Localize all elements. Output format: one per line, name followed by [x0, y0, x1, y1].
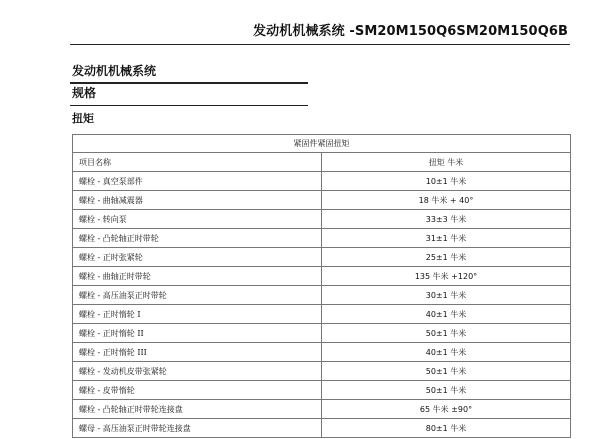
item-name-cell: 螺栓 - 正时惰轮 I — [73, 305, 322, 324]
table-row — [73, 286, 571, 305]
table-row — [73, 229, 571, 248]
item-name-cell: 螺栓 - 正时张紧轮 — [73, 248, 322, 267]
table-caption-row — [73, 135, 571, 153]
item-name-cell: 螺栓 - 发动机皮带张紧轮 — [73, 362, 322, 381]
page-header-title: 发动机机械系统 -SM20M150Q6SM20M150Q6B — [253, 24, 568, 39]
item-name-cell: 螺栓 - 正时惰轮 III — [73, 343, 322, 362]
torque-value-cell: 25±1 牛米 — [322, 248, 571, 267]
torque-value-cell: 10±1 牛米 — [322, 172, 571, 191]
item-name-cell: 螺栓 - 高压油泵正时带轮 — [73, 286, 322, 305]
table-row — [73, 191, 571, 210]
column-header-item: 项目名称 — [73, 153, 322, 172]
torque-value-cell: 50±1 牛米 — [322, 324, 571, 343]
torque-value-cell: 50±1 牛米 — [322, 362, 571, 381]
header-divider — [70, 44, 570, 45]
table-row — [73, 362, 571, 381]
torque-value-cell: 80±1 牛米 — [322, 419, 571, 438]
torque-value-cell: 30±1 牛米 — [322, 286, 571, 305]
table-row — [73, 400, 571, 419]
torque-heading: 扭矩 — [72, 112, 94, 125]
table-row — [73, 381, 571, 400]
item-name-cell: 螺栓 - 转向泵 — [73, 210, 322, 229]
item-name-cell: 螺栓 - 正时惰轮 II — [73, 324, 322, 343]
item-name-cell: 螺栓 - 真空泵部件 — [73, 172, 322, 191]
torque-value-cell: 18 牛米 + 40° — [322, 191, 571, 210]
torque-value-cell: 135 牛米 +120° — [322, 267, 571, 286]
item-name-cell: 螺栓 - 凸轮轴正时带轮 — [73, 229, 322, 248]
table-row — [73, 305, 571, 324]
column-header-torque: 扭矩 牛米 — [322, 153, 571, 172]
section-title: 发动机机械系统 — [72, 64, 157, 78]
torque-table — [72, 134, 571, 438]
table-row — [73, 343, 571, 362]
table-row — [73, 210, 571, 229]
page-header — [70, 14, 570, 40]
table-row — [73, 172, 571, 191]
torque-value-cell: 50±1 牛米 — [322, 381, 571, 400]
subsection-heading — [70, 84, 308, 106]
table-row — [73, 419, 571, 438]
item-name-cell: 螺栓 - 曲轴正时带轮 — [73, 267, 322, 286]
torque-value-cell: 65 牛米 ±90° — [322, 400, 571, 419]
subsection-title: 规格 — [72, 86, 97, 100]
table-row — [73, 248, 571, 267]
item-name-cell: 螺栓 - 曲轴减震器 — [73, 191, 322, 210]
torque-value-cell: 40±1 牛米 — [322, 305, 571, 324]
table-row — [73, 267, 571, 286]
section-heading — [70, 62, 308, 84]
item-name-cell: 螺栓 - 凸轮轴正时带轮连接盘 — [73, 400, 322, 419]
table-header-row — [73, 153, 571, 172]
torque-value-cell: 40±1 牛米 — [322, 343, 571, 362]
torque-value-cell: 33±3 牛米 — [322, 210, 571, 229]
item-name-cell: 螺栓 - 皮带惰轮 — [73, 381, 322, 400]
table-caption: 紧固件紧固扭矩 — [73, 135, 571, 153]
torque-value-cell: 31±1 牛米 — [322, 229, 571, 248]
subsection-divider — [70, 105, 308, 106]
item-name-cell: 螺母 - 高压油泵正时带轮连接盘 — [73, 419, 322, 438]
table-row — [73, 324, 571, 343]
